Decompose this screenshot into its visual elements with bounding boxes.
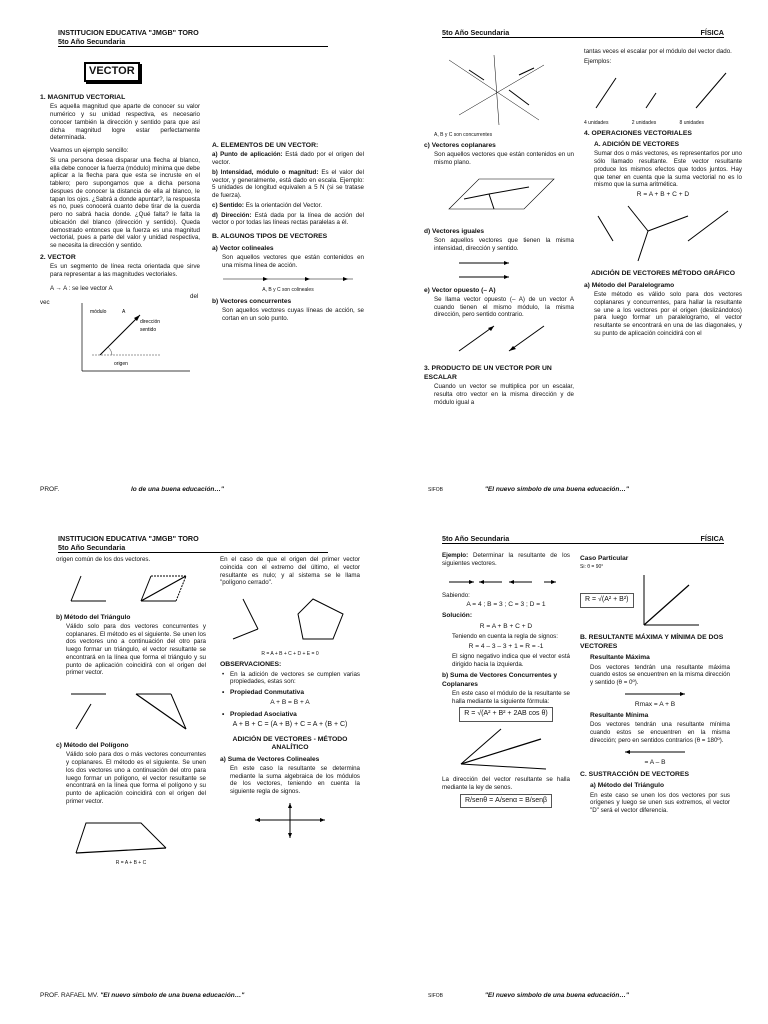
footer-left: SIFOB: [428, 992, 444, 999]
element-d-key: d) Dirección:: [212, 211, 252, 219]
colineales-caption: A, B y C son colineales: [262, 287, 314, 294]
left-column: [442, 552, 570, 808]
page-2-header: [442, 28, 724, 37]
left-column: [424, 48, 574, 408]
concurrentes-text: Son aquellos vectores cuyas líneas de acción, se cortan en un solo punto.: [222, 306, 364, 322]
asociativa-formula: A + B + C = (A + B) + C = A + (B + C): [232, 720, 348, 728]
senos-a: A: [495, 796, 500, 804]
colineales-sum-text: En este caso la resultante se determina mediante la suma algebraica de los módulos de los vectores, teniendo en cuenta la siguiente regla de signos.: [230, 764, 360, 796]
rmin-text: Dos vectores tendrán una resultante mínima cuando estos se encuentren en la misma dirección; pero en sentidos contrarios (θ = 180º).: [590, 721, 730, 744]
header-subject: FÍSICA: [700, 28, 724, 37]
concurrentes-sum-formula: R = √(A² + B² + 2AB cos θ): [459, 707, 552, 722]
unit-8: 8 unidades: [679, 119, 704, 126]
page-1-header: [58, 28, 376, 46]
caso-diagram: [634, 570, 704, 630]
solucion-formula: R = A + B + C + D: [479, 622, 533, 630]
page-2-footer: [428, 486, 744, 494]
elements-title: A. ELEMENTOS DE UN VECTOR:: [212, 142, 319, 149]
page-4-footer: [428, 992, 744, 1000]
header-rule: [58, 46, 328, 47]
examples-label: Ejemplos:: [584, 57, 612, 65]
conmutativa-formula: A + B = B + A: [270, 699, 310, 707]
types-title: B. ALGUNOS TIPOS DE VECTORES: [212, 233, 328, 241]
vector-elements-diagram: [40, 293, 205, 383]
header-rule: [442, 37, 724, 38]
element-a: [212, 151, 364, 167]
adicion-title: A. ADICIÓN DE VECTORES: [594, 141, 679, 149]
caso-particular-row: [580, 570, 730, 630]
paralelogramo-text: Este método es válido solo para dos vectores coplanares y concurrentes, para hallar la resultante se une a los vectores por el origen (deslizándolos) para luego formar un paralelogramo, el vector resultante se encontrará en una de las diagonales, y su punto de aplicación coincidirá con el: [594, 291, 742, 337]
poligono-cerrado-formula: R = A + B + C + D + E = 0: [261, 651, 319, 657]
concurrentes-sum-title: b) Suma de Vectores Concurrentes y Coplanares: [442, 672, 558, 688]
senos-box: R/senθ = A/senα = B/senβ: [460, 794, 552, 809]
section-2-p1: Es un segmento de línea recta orientada que sirve para representar a las magnitudes vectoriales.: [50, 263, 200, 279]
vector-figure: [40, 293, 200, 383]
operaciones-title: 4. OPERACIONES VECTORIALES: [584, 129, 692, 137]
triangulo-diagram: [61, 679, 201, 739]
element-b: [212, 169, 364, 200]
triangulo-text: Válido solo para dos vectores concurrentes y coplanares. El método es el siguiente. Se unen los dos vectores uno a continuación del otro para luego formar un triángulo, el vector resultante se encontrará en la línea que forma el triángulo y su punto de aplicación coincidirá con el origen del primer vector.: [66, 622, 206, 677]
paralelogramo-title: a) Método del Paralelogramo: [584, 281, 675, 289]
fig-label-sentido: sentido: [140, 326, 157, 333]
rmin-title: Resultante Mínima: [590, 712, 649, 720]
footer-quote: lo de una buena educación…": [130, 485, 224, 493]
solucion-text-2: El signo negativo indica que el vector está dirigido hacia la izquierda.: [452, 652, 570, 668]
poligono-cerrado-diagram: [223, 589, 358, 649]
units-row: [584, 120, 704, 126]
sabiendo-values: A = 4 ; B = 3 ; C = 3 ; D = 1: [466, 601, 546, 609]
header-grade: 5to Año Secundaria: [442, 28, 510, 37]
concurrentes-sum-diagram: [446, 724, 566, 774]
element-d-value: Está dada por la línea de acción del vector o por todas las líneas rectas paralelas a él.: [212, 211, 364, 227]
concurrentes-caption: A, B y C son concurrentes: [434, 132, 493, 138]
triangulo-title: b) Método del Triángulo: [56, 613, 131, 621]
sabiendo-label: Sabiendo:: [442, 591, 470, 599]
header-grade: 5to Año Secundaria: [442, 534, 510, 543]
example-body: Determinar la resultante de los siguientes vectores.: [442, 552, 570, 567]
page-3: [36, 528, 376, 1024]
iguales-title: d) Vectores iguales: [424, 227, 485, 235]
rmax-title: Resultante Máxima: [590, 654, 650, 662]
producto-title: 3. PRODUCTO DE UN VECTOR POR UN ESCALAR: [424, 365, 552, 381]
producto-cont: tantas veces el escalar por el módulo del vector dado.: [584, 48, 732, 55]
unit-4: 4 unidades: [584, 119, 609, 126]
footer-left: PROF. RAFAEL MV.: [40, 991, 99, 999]
solucion-text: Teniendo en cuenta la regla de signos:: [452, 632, 558, 640]
concurrentes-sum-text: En este caso el módulo de la resultante se halla mediante la siguiente fórmula:: [452, 689, 570, 705]
element-a-key: a) Punto de aplicación:: [212, 151, 283, 159]
element-c-key: c) Sentido:: [212, 201, 244, 209]
example-label: Ejemplo:: [442, 552, 469, 559]
poligono-diagram: [61, 808, 201, 858]
senos-formula: [442, 794, 570, 809]
example-text: [442, 552, 570, 568]
senos-r: R: [464, 796, 471, 804]
sust-triangulo-text: En este caso se unen los dos vectores por sus orígenes y luego se unen sus extremos, el vector "D" será el vector diferencia.: [590, 791, 730, 815]
sust-triangulo-title: a) Método del Triángulo: [590, 782, 664, 790]
colineales-text: Son aquellos vectores que están contenidos en una misma línea de acción.: [222, 253, 364, 269]
vector-read-text: A → A : se lee vector A: [50, 284, 113, 292]
observaciones-title: OBSERVACIONES:: [220, 661, 282, 669]
page-4: [424, 528, 744, 1024]
element-c-value: Es la orientación del Vector.: [245, 201, 323, 209]
solucion-calc: R = 4 – 3 – 3 + 1 = R = -1: [468, 642, 544, 650]
vector-read-cut2: del: [190, 292, 199, 300]
iguales-text: Son aquellos vectores que tienen la misma intensidad, dirección y sentido.: [434, 237, 574, 252]
senos-b: B: [525, 796, 530, 804]
adicion-diagram: [588, 201, 738, 266]
doc-title: VECTOR: [84, 62, 140, 82]
conmutativa-title: • Propiedad Conmutativa: [220, 689, 360, 697]
element-b-value: Es el valor del vector, y generalmente, está dado en escala. Ejemplo: 5 unidades de longitud equivalen a 5 N (si se tratase de fuerza).: [212, 168, 364, 200]
vector-read-cut: vec: [40, 298, 50, 306]
sign-rule-diagram: [240, 798, 340, 843]
page-3-header: [58, 534, 376, 552]
opuesto-title: e) Vector opuesto (– A): [424, 286, 496, 294]
element-c: [212, 202, 364, 210]
poligono-cerrado-text: En el caso de que el origen del primer vector coincida con el extremo del último, el vector resultante es nulo; y al sistema se le llama "polígono cerrado".: [220, 556, 360, 587]
colineales-diagram: [218, 271, 358, 285]
example-vectors-diagram: [444, 570, 569, 590]
footer-left: SIFOB: [428, 486, 444, 493]
left-column: [56, 556, 206, 868]
fig-label-direccion: dirección: [140, 318, 161, 325]
fig-label-origen: origen: [114, 360, 128, 367]
header-subject: FÍSICA: [700, 534, 724, 543]
producto-text: Cuando un vector se multiplica por un escalar, resulta otro vector en la misma dirección y de módulo igual a: [434, 383, 574, 406]
caso-particular-title: Caso Particular: [580, 555, 629, 562]
concurrentes-diagram: [429, 50, 569, 130]
caso-formula: R = √(A² + B²): [580, 593, 634, 608]
opuesto-diagram: [439, 321, 559, 361]
footer-quote: "El nuevo simbolo de una buena educación…": [100, 991, 245, 999]
paralelogramo-cont: origen común de los dos vectores.: [56, 556, 151, 563]
section-1-p3: Si una persona desea disparar una flecha al blanco, ella debe conocer la fuerza (módulo) mínima que debe aplicar a la flecha para que esta se incruste en el tablero; pero supongamos que a dicha persona despues de conocer la distancia de ella al blanco, le tapan los ojos. ¿Sabrá a donde apuntar?, la respuesta es no, pues conocerá cuanto debe tirar de la cuerda pero no sabrá hacia donde. ¿Qué falta? le falta la ubicación del blanco (dirección y sentido). Queda demostrado entonces que la fuerza es una magnitud vectorial, pues a parte del valor y unidad respectiva, se necesita la dirección y sentido.: [50, 156, 200, 250]
grade-label: 5to Año Secundaria: [58, 37, 126, 46]
analitico-title: ADICIÓN DE VECTORES - MÉTODO ANALÍTICO: [232, 735, 348, 752]
solucion-label: Solución:: [442, 612, 473, 620]
paralelogramo-diagram: [61, 566, 201, 611]
fig-label-modulo: módulo: [90, 308, 107, 315]
footer-quote: "El nuevo simbolo de una buena educación…": [484, 485, 629, 493]
header-rule: [58, 552, 328, 553]
element-a-value: Está dado por el origen del vector.: [212, 151, 364, 167]
right-column: [220, 556, 360, 845]
rmin-diagram: [605, 747, 705, 757]
metodo-grafico-title: ADICIÓN DE VECTORES MÉTODO GRÁFICO: [590, 270, 735, 278]
senos-d1: senθ: [471, 796, 488, 804]
page-4-header: [442, 534, 724, 543]
colineales-sum-title: a) Suma de Vectores Colineales: [220, 755, 320, 763]
school-name: INSTITUCION EDUCATIVA "JMGB" TORO: [58, 28, 199, 37]
rmin-formula: = A – B: [644, 758, 666, 766]
right-column: [212, 138, 364, 324]
observaciones-text: • En la adición de vectores se cumplen varias propiedades, estas son:: [220, 671, 360, 687]
adicion-formula: R = A + B + C + D: [636, 191, 690, 199]
coplanares-text: Son aquellos vectores que están contenidos en un mismo plano.: [434, 151, 574, 167]
element-b-key: b) Intensidad, módulo o magnitud:: [212, 168, 319, 176]
element-d: [212, 212, 364, 228]
concurrentes-title: b) Vectores concurrentes: [212, 297, 292, 305]
scalar-examples-diagram: [586, 68, 741, 118]
section-1-p2: Veamos un ejemplo sencillo:: [50, 147, 129, 155]
colineales-title: a) Vector colineales: [212, 244, 274, 252]
footer-left: PROF.: [40, 485, 60, 493]
left-column: [40, 90, 200, 383]
opuesto-text: Se llama vector opuesto (– A) de un vector A cuando tienen el mismo módulo, la misma dirección, pero sentido contrario.: [434, 295, 574, 319]
coplanares-title: c) Vectores coplanares: [424, 142, 496, 150]
fig-label-a: A: [122, 308, 126, 315]
right-column: [584, 48, 742, 340]
sustraccion-title: C. SUSTRACCIÓN DE VECTORES: [580, 770, 690, 778]
footer-quote: "El nuevo simbolo de una buena educación…": [484, 991, 629, 999]
senos-text: La dirección del vector resultante se halla mediante la ley de senos.: [442, 776, 570, 791]
maxmin-title: B. RESULTANTE MÁXIMA Y MÍNIMA DE DOS VECTORES: [580, 634, 724, 650]
page-1-footer: [40, 486, 376, 494]
right-column: [580, 552, 730, 817]
section-2-title: 2. VECTOR: [40, 253, 76, 261]
rmax-formula: Rmax = A + B: [634, 700, 676, 708]
unit-2: 2 unidades: [631, 119, 657, 126]
section-1-p1: Es aquella magnitud que aparte de conocer su valor numérico y su unidad respectiva, es necesario conocer también la dirección y sentido para que así dicha magnitud logre estar perfectamente determinada.: [50, 103, 200, 142]
page-2: [424, 22, 744, 522]
senos-d2: senα: [501, 796, 518, 804]
senos-d3: senβ: [531, 796, 548, 804]
page-3-footer: [40, 992, 376, 1000]
coplanares-diagram: [439, 169, 559, 224]
iguales-diagram: [439, 255, 559, 285]
page-1: [36, 22, 376, 522]
asociativa-title: • Propiedad Asociativa: [220, 711, 360, 719]
rmax-diagram: [605, 689, 705, 699]
poligono-formula: R = A + B + C: [115, 859, 147, 866]
adicion-text: Sumar dos o más vectores, es representarlos por uno sólo llamado resultante. Este vector resultante produce los mismos efectos que todos juntos. Hay que tener en cuenta que la suma vectorial no es lo mismo que la suma aritmética.: [594, 150, 742, 189]
rmax-text: Dos vectores tendrán una resultante máxima cuando estos se encuentren en la misma dirección y sentido (θ = 0º).: [590, 663, 730, 687]
school-name: INSTITUCION EDUCATIVA "JMGB" TORO: [58, 534, 199, 543]
header-rule: [442, 543, 724, 544]
caso-condition: Si: θ = 90°: [580, 564, 604, 571]
grade-label: 5to Año Secundaria: [58, 543, 126, 552]
poligono-text: Válido solo para dos o más vectores concurrentes y coplanares. El método es el siguiente. Se unen los dos vectores uno a continuación del otro para luego formar un polígono, el vector resultante se encontrará en la línea que forma el polígono y su punto de aplicación coincidirá con el origen del primer vector.: [66, 751, 206, 805]
poligono-title: c) Método del Polígono: [56, 742, 129, 750]
section-1-title: 1. MAGNITUD VECTORIAL: [40, 94, 126, 101]
